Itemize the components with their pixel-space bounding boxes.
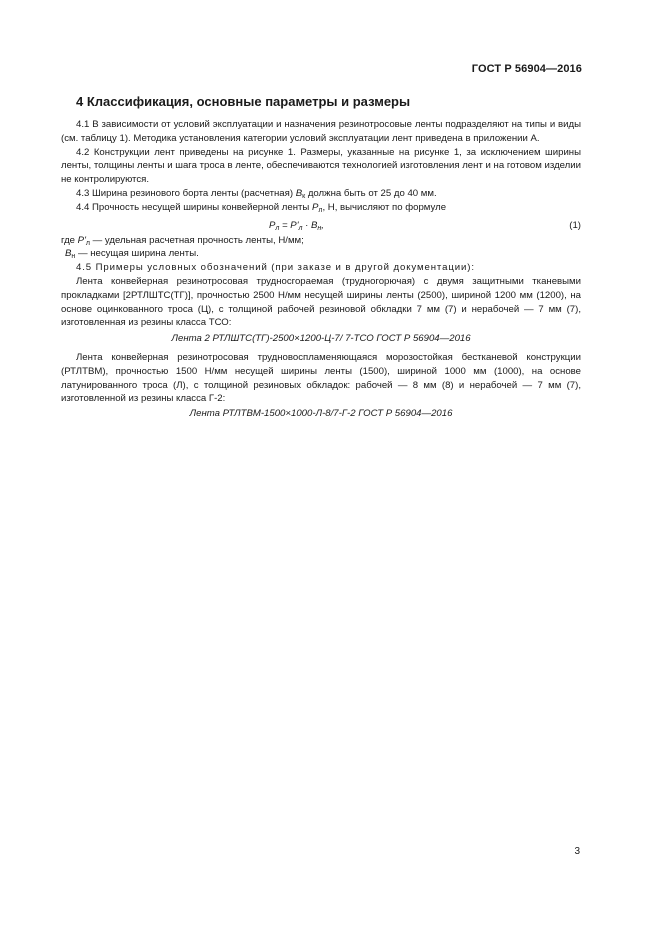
formula-lhs-sub: л	[275, 224, 280, 232]
paragraph-4-5: 4.5 Примеры условных обозначений (при заказе и в другой документации):	[76, 262, 475, 274]
formula-r1: P'	[290, 219, 299, 231]
paragraph-4-4	[61, 201, 581, 215]
formula-r1-sub: л	[298, 224, 303, 232]
formula-dot: ·	[302, 219, 312, 231]
paragraph-4-3	[61, 187, 581, 201]
var-bk-sub: к	[302, 192, 306, 200]
where-var-2-sub: н	[71, 253, 76, 261]
var-pl-sub: л	[318, 206, 323, 214]
designation-2: Лента РТЛТВМ-1500×1000-Л-8/7-Г-2 ГОСТ Р 56904—2016	[189, 408, 453, 420]
paragraph-4-3-tail: должна быть от 25 до 40 мм.	[305, 187, 437, 199]
page-number: 3	[574, 846, 580, 857]
formula-r2: B	[311, 219, 318, 231]
formula-equals: =	[279, 219, 291, 231]
where-var-2: B	[65, 248, 72, 260]
where-text-1: — удельная расчетная прочность ленты, Н/мм;	[90, 234, 304, 246]
example-1-text: Лента конвейерная резинотросовая трудносгораемая (трудногорючая) с двумя защитными тканевыми прокладками [2РТЛШТС(ТГ)], прочностью 2500 Н/мм несущей ширины ленты (2500), шириной 1200 мм (1200), на основе оцинкованного троса (Ц), с толщиной рабочей резиновой обкладки 7 мм (7) и нерабочей — 7 мм (7), изготовленная из резины класса ТСО:	[61, 275, 581, 329]
paragraph-4-2: 4.2 Конструкции лент приведены на рисунке 1. Размеры, указанные на рисунке 1, за исключением ширины ленты, толщины ленты и шага троса в ленте, обеспечиваются технологией изготовления лент и на готовом изделии не контролируются.	[61, 146, 581, 186]
where-prefix: где	[61, 234, 78, 246]
paragraph-4-4-text: 4.4 Прочность несущей ширины конвейерной ленты	[76, 201, 312, 213]
section-body	[61, 118, 581, 426]
formula-1	[61, 219, 581, 233]
formula-r2-sub: н	[317, 224, 322, 232]
paragraph-4-3-text: 4.3 Ширина резинового борта ленты (расчетная)	[76, 187, 296, 199]
formula-lhs: P	[269, 219, 276, 231]
formula-tail: ,	[321, 219, 324, 231]
standard-header: ГОСТ Р 56904—2016	[471, 63, 582, 75]
where-text-2: — несущая ширина ленты.	[75, 248, 199, 260]
formula-expression	[269, 219, 324, 233]
example-2-text: Лента конвейерная резинотросовая трудновоспламеняющаяся морозостойкая бестканевой конструкции (РТЛТВМ), прочностью 1500 Н/мм несущей ширины ленты (1500), шириной 1000 мм (1000), на основе латунированного троса (Л), с толщиной резиновых обкладок: рабочей — 8 мм (8) и нерабочей — 7 мм (7), изготовленной из резины класса Г-2:	[61, 351, 581, 405]
section-title: 4 Классификация, основные параметры и размеры	[76, 94, 411, 109]
paragraph-4-1: 4.1 В зависимости от условий эксплуатации и назначения резинотросовые ленты подразделяют на типы и виды (см. таблицу 1). Методика установления категории условий эксплуатации лент приведена в приложении А.	[61, 119, 581, 144]
designation-1: Лента 2 РТЛШТС(ТГ)-2500×1200-Ц-7/ 7-ТСО ГОСТ Р 56904—2016	[171, 333, 471, 345]
where-var-1-sub: л	[85, 239, 90, 247]
where-line-1	[61, 234, 581, 248]
formula-number: (1)	[569, 219, 581, 231]
paragraph-4-4-tail: , Н, вычисляют по формуле	[322, 201, 447, 213]
where-line-2	[61, 247, 581, 261]
var-bk: B	[295, 187, 303, 199]
where-var-1: P'	[77, 234, 86, 246]
var-pl: P	[311, 201, 319, 213]
